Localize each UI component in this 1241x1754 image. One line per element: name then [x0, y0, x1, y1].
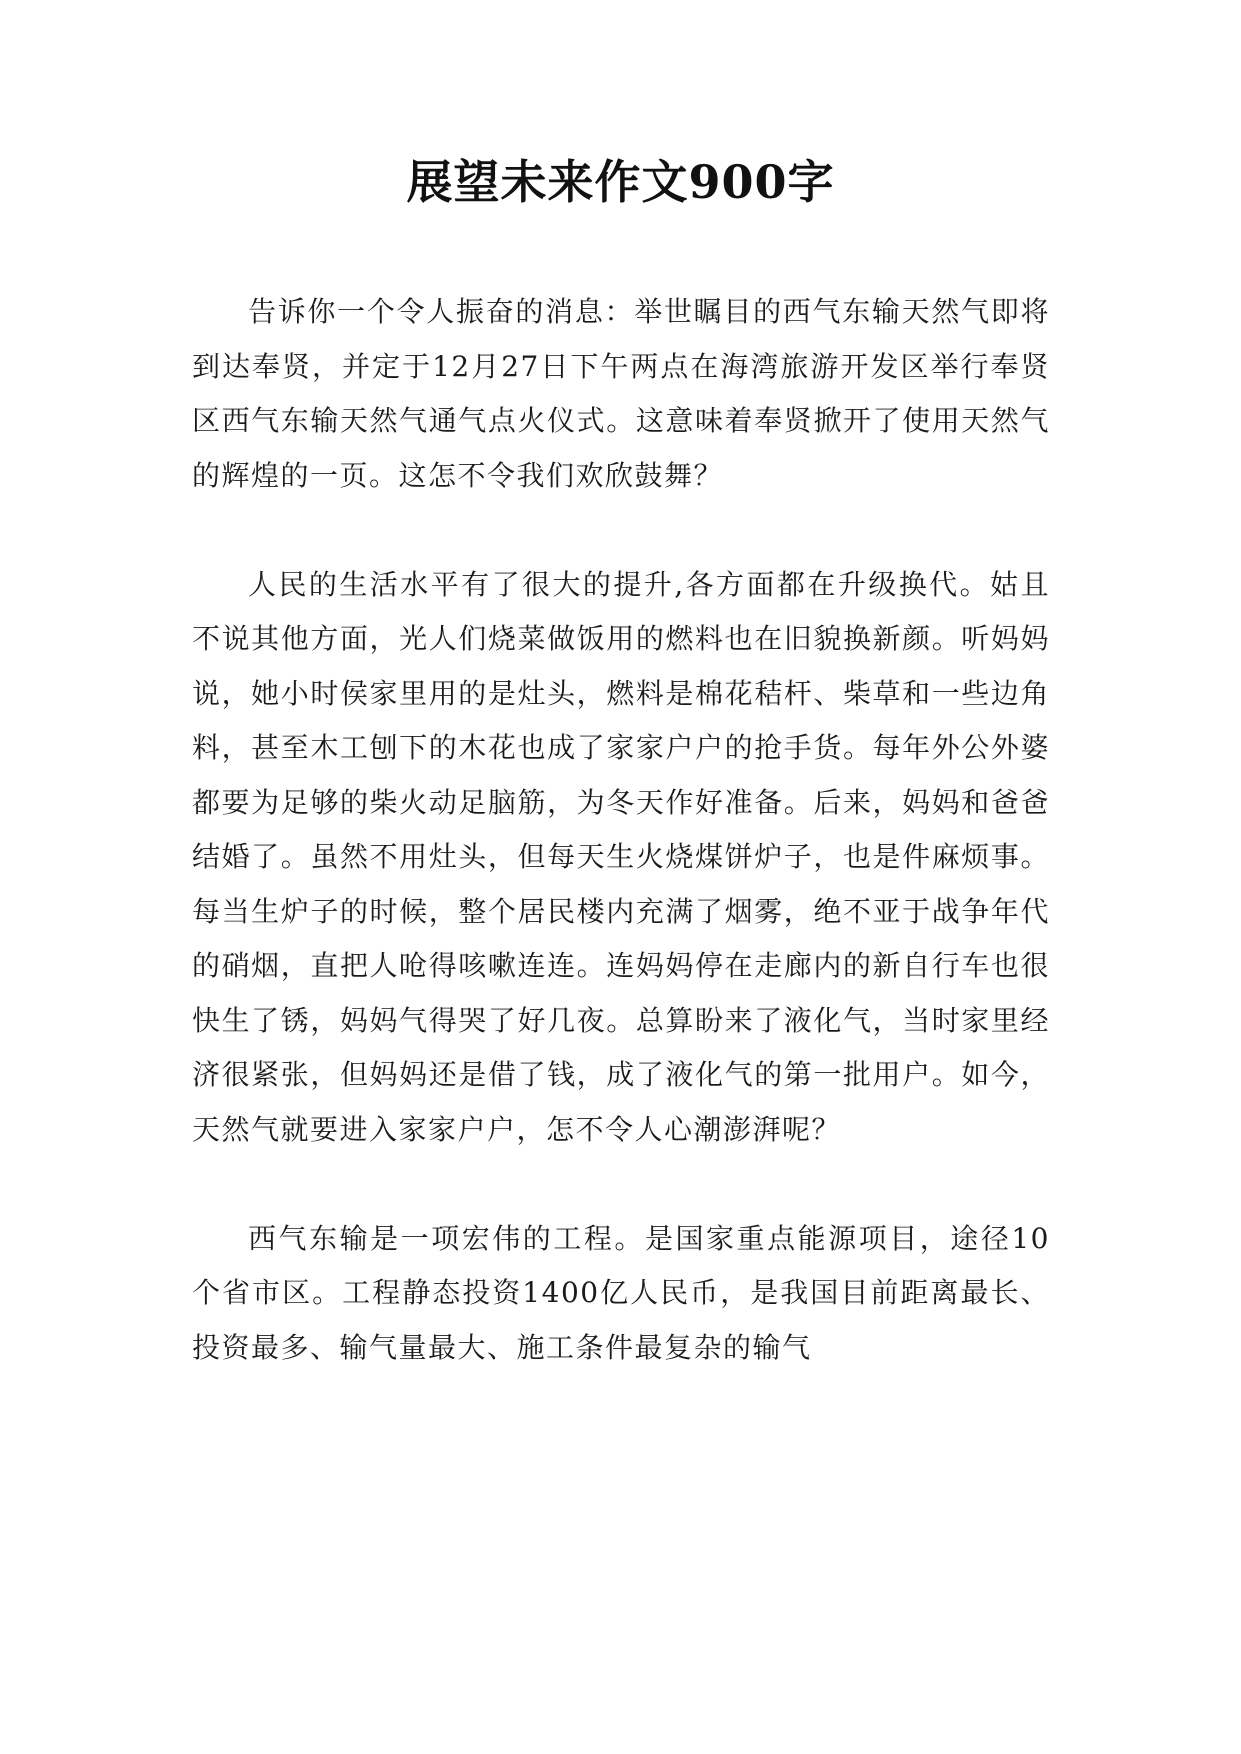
- paragraph-2: 人民的生活水平有了很大的提升,各方面都在升级换代。姑且不说其他方面，光人们烧菜做饭用的燃料也在旧貌换新颜。听妈妈说，她小时侯家里用的是灶头，燃料是棉花秸杆、柴草和一些边角料，甚至木工刨下的木花也成了家家户户的抢手货。每年外公外婆都要为足够的柴火动足脑筋，为冬天作好准备。后来，妈妈和爸爸结婚了。虽然不用灶头，但每天生火烧煤饼炉子，也是件麻烦事。每当生炉子的时候，整个居民楼内充满了烟雾，绝不亚于战争年代的硝烟，直把人呛得咳嗽连连。连妈妈停在走廊内的新自行车也很快生了锈，妈妈气得哭了好几夜。总算盼来了液化气，当时家里经济很紧张，但妈妈还是借了钱，成了液化气的第一批用户。如今，天然气就要进入家家户户，怎不令人心潮澎湃呢？: [192, 567, 1050, 1146]
- paragraph-3: 西气东输是一项宏伟的工程。是国家重点能源项目，途径10个省市区。工程静态投资1400亿人民币，是我国目前距离最长、投资最多、输气量最大、施工条件最复杂的输气: [192, 1221, 1050, 1364]
- paragraph-1: 告诉你一个令人振奋的消息：举世瞩目的西气东输天然气即将到达奉贤，并定于12月27日下午两点在海湾旅游开发区举行奉贤区西气东输天然气通气点火仪式。这意味着奉贤掀开了使用天然气的辉煌的一页。这怎不令我们欢欣鼓舞？: [192, 295, 1050, 492]
- document-body: [192, 285, 1050, 1375]
- document-title: 展望未来作文900字: [406, 155, 835, 209]
